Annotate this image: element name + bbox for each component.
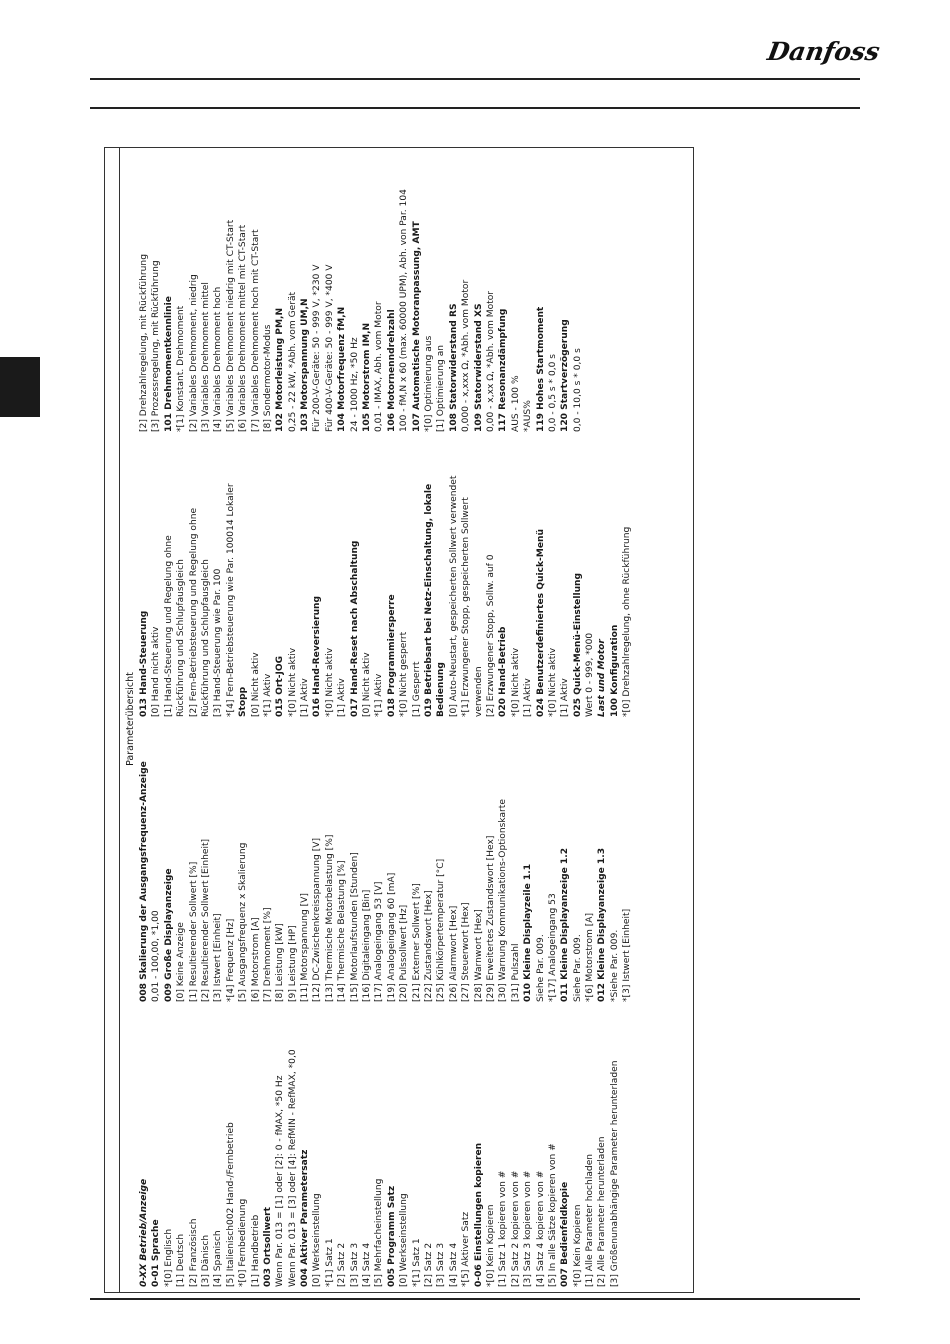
table-columns <box>138 149 634 1289</box>
parameter-line: verwenden <box>473 666 484 717</box>
parameter-line: [0] Nicht aktiv <box>362 652 373 717</box>
parameter-line: [2] Alle Parameter herunterladen <box>597 1136 608 1287</box>
parameter-line: 106 Motornenndrehzahl <box>386 309 397 432</box>
parameter-line: *[4] Fern-Betriebsteuerung wie Par. 100014 Lokaler <box>225 483 236 717</box>
parameter-line: *[1] Konstant. Drehmoment <box>176 305 187 432</box>
parameter-line: *Siehe Par. 009. <box>609 929 620 1002</box>
parameter-line: Stopp <box>238 686 249 717</box>
parameter-line: [1] Deutsch <box>176 1233 187 1287</box>
parameter-line: [26] Alarmwort [Hex] <box>448 905 459 1002</box>
parameter-line: [1] Alle Parameter hochladen <box>585 1153 596 1287</box>
parameter-line: [4] Satz 4 <box>362 1242 373 1287</box>
parameter-line: 0,01 - 100,00, *1,00 <box>151 910 162 1002</box>
parameter-line: [1] Gesperrt <box>411 661 422 717</box>
parameter-line: [1] Aktiv <box>337 678 348 717</box>
parameter-line: *[0] Nicht aktiv <box>287 647 298 717</box>
parameter-line: [2] Erzwungener Stopp, Sollw. auf 0 <box>485 554 496 717</box>
parameter-line: 101 Drehmomentkennlinie <box>163 296 174 432</box>
parameter-line: [5] Variables Drehmoment niedrig mit CT-Start <box>225 219 236 432</box>
parameter-line: 015 Ort-JOG <box>275 655 286 717</box>
parameter-line: [1] Satz 1 kopieren von # <box>498 1170 509 1287</box>
parameter-line: [20] Pulssollwert [Hz] <box>399 904 410 1002</box>
footer-rule <box>90 1298 860 1300</box>
parameter-line: [2] Resultierender Sollwert [Einheit] <box>200 838 211 1002</box>
parameter-line: 0,0 - 10,0 s * 0,0 s <box>572 348 583 432</box>
header-rule <box>90 78 860 80</box>
parameter-line: [3] Satz 3 kopieren von # <box>523 1170 534 1287</box>
parameter-line: [1] Aktiv <box>300 678 311 717</box>
parameter-line: [1] Handbetrieb <box>250 1214 261 1287</box>
parameter-line: [21] Externer Sollwert [%] <box>411 883 422 1002</box>
parameter-line: *[0] Nicht gesperrt <box>399 631 410 717</box>
parameter-line: 120 Startverzögerung <box>560 319 571 432</box>
table-title: Parameterübersicht <box>125 672 136 766</box>
parameter-line: [31] Pulszahl <box>510 943 521 1002</box>
parameter-line: [0] Auto-Neustart, gespeicherten Sollwert verwendet <box>448 475 459 717</box>
parameter-line: [1] Resultierender Sollwert [%] <box>188 861 199 1002</box>
parameter-line: [28] Warnwort [Hex] <box>473 909 484 1002</box>
parameter-line: 103 Motorspannung UM,N <box>300 298 311 432</box>
parameter-line: 108 Statorwiderstand RS <box>448 303 459 432</box>
parameter-line: *[3] Istwert [Einheit] <box>622 908 633 1002</box>
parameter-line: *AUS% <box>523 400 534 432</box>
parameter-line: [22] Zustandswort [Hex] <box>423 890 434 1002</box>
parameter-line: 011 Kleine Displayanzeige 1.2 <box>560 847 571 1002</box>
parameter-line: [14] Thermische Belastung [%] <box>337 860 348 1002</box>
parameter-line: [2] Satz 2 <box>423 1242 434 1287</box>
parameter-line: 104 Motorfrequenz fM,N <box>337 306 348 432</box>
parameter-line: [2] Fern-Betriebsteuerung und Regelung ohne <box>188 507 199 717</box>
parameter-line: 016 Hand-Reversierung <box>312 595 323 717</box>
parameter-line: 24 - 1000 Hz, *50 Hz <box>349 337 360 432</box>
parameter-line: Für 400-V-Geräte: 50 - 999 V, *400 V <box>324 264 335 432</box>
parameter-line: *[0] Optimierung aus <box>423 335 434 432</box>
parameter-line: Siehe Par. 009. <box>535 934 546 1002</box>
parameter-line: [5] In alle Sätze kopieren von # <box>547 1143 558 1287</box>
parameter-line: 013 Hand-Steuerung <box>139 610 149 717</box>
parameter-line: [3] Satz 3 <box>436 1242 447 1287</box>
parameter-line: [1] Aktiv <box>523 678 534 717</box>
parameter-line: *[5] Aktiver Satz <box>461 1211 472 1287</box>
parameter-line: [7] Drehmoment [%] <box>262 907 273 1002</box>
parameter-line: Wenn Par. 013 = [1] oder [2]: 0 - fMAX, *50 Hz <box>275 1075 286 1287</box>
parameter-line: 004 Aktiver Parametersatz <box>300 1149 311 1287</box>
parameter-line: 020 Hand-Betrieb <box>498 626 509 717</box>
parameter-line: [29] Erweitertes Zustandswort [Hex] <box>485 835 496 1002</box>
parameter-line: *[0] Nicht aktiv <box>510 647 521 717</box>
parameter-table <box>123 149 695 1289</box>
parameter-line: [3] Größenunabhängige Parameter herunterladen <box>609 1060 620 1287</box>
parameter-line: 0-01 Sprache <box>151 1219 162 1287</box>
parameter-line: [6] Motorstrom [A] <box>250 917 261 1002</box>
parameter-line: 107 Automatische Motoranpassung, AMT <box>411 221 422 432</box>
parameter-line: *[4] Frequenz [Hz] <box>225 918 236 1002</box>
parameter-line: [4] Satz 4 <box>448 1242 459 1287</box>
parameter-line: 008 Skalierung der Ausgangsfrequenz-Anzeige <box>139 761 149 1002</box>
parameter-line: [4] Variables Drehmoment hoch <box>213 286 224 432</box>
parameter-line: 019 Betriebsart bei Netz-Einschaltung, lokale <box>423 483 434 717</box>
parameter-line: 025 Quick-Menü-Einstellung <box>572 572 583 717</box>
parameter-line: *[17] Analogeingang 53 <box>547 893 558 1002</box>
parameter-line: [5] Italienisch002 Hand-/Fernbetrieb <box>225 1122 236 1287</box>
parameter-line: [2] Satz 2 <box>337 1242 348 1287</box>
parameter-line: [9] Leistung [HP] <box>287 925 298 1002</box>
parameter-line: [6] Variables Drehmoment mittel mit CT-Start <box>238 224 249 432</box>
parameter-line: 024 Benutzerdefiniertes Quick-Menü <box>535 529 546 717</box>
parameter-line: AUS - 100 % <box>510 375 521 432</box>
parameter-line: [11] Motorspannung [V] <box>300 893 311 1002</box>
parameter-line: [3] Variables Drehmoment mittel <box>200 282 211 432</box>
parameter-line: [25] Kühlkörpertemperatur [°C] <box>436 858 447 1002</box>
parameter-line: [1] Optimierung an <box>436 344 447 432</box>
parameter-line: 012 Kleine Displayanzeige 1.3 <box>597 847 608 1002</box>
parameter-line: 009 Große Displayanzeige <box>163 868 174 1002</box>
parameter-line: *[1] Aktiv <box>374 673 385 717</box>
parameter-line: Siehe Par. 009. <box>572 934 583 1002</box>
parameter-line: 0,0 - 0,5 s * 0,0 s <box>547 353 558 432</box>
parameter-line: *[1] Erzwungener Stopp, gespeicherten Sollwert <box>461 497 472 717</box>
parameter-line: 119 Hohes Startmoment <box>535 306 546 432</box>
parameter-line: 017 Hand-Reset nach Abschaltung <box>349 540 360 717</box>
title-column-divider <box>119 147 120 1293</box>
parameter-line: Rückführung und Schlupfausgleich <box>200 559 211 717</box>
parameter-line: [0] Keine Anzeige <box>176 922 187 1002</box>
parameter-line: Rückführung und Schlupfausgleich <box>176 559 187 717</box>
parameter-line: [30] Warnung Kommunikations-Optionskarte <box>498 799 509 1002</box>
parameter-line: [0] Werkseinstellung <box>399 1193 410 1287</box>
parameter-line: [1] Aktiv <box>560 678 571 717</box>
parameter-line: *[1] Satz 1 <box>324 1238 335 1287</box>
parameter-line: 0-06 Einstellungen kopieren <box>473 1142 484 1287</box>
parameter-line: Bedienung <box>436 662 447 717</box>
svg-text:Danfoss: Danfoss <box>765 36 883 66</box>
danfoss-logo <box>765 28 883 72</box>
parameter-line: [2] Variables Drehmoment, niedrig <box>188 274 199 432</box>
parameter-line: Last und Motor <box>597 639 608 717</box>
parameter-line: [2] Satz 2 kopieren von # <box>510 1170 521 1287</box>
parameter-line: *[0] Kein Kopieren <box>485 1204 496 1287</box>
parameter-line: [3] Istwert [Einheit] <box>213 913 224 1002</box>
parameter-line: *[1] Satz 1 <box>411 1238 422 1287</box>
parameter-line: *[0] Drehzahlregelung, ohne Rückführung <box>622 526 633 717</box>
parameter-line: [8] Sondermotor-Modus <box>262 324 273 432</box>
parameter-line: [27] Steuerwort [Hex] <box>461 902 472 1002</box>
parameter-line: [0] Hand nicht aktiv <box>151 626 162 717</box>
parameter-line: *[0] Fernbedienung <box>238 1198 249 1287</box>
header-rule-lower <box>90 107 860 109</box>
parameter-line: [5] Ausgangsfrequenz x Skalierung <box>238 842 249 1002</box>
parameter-line: *[1] Aktiv <box>262 673 273 717</box>
parameter-line: [0] Nicht aktiv <box>250 652 261 717</box>
parameter-line: *[0] Kein Kopieren <box>572 1204 583 1287</box>
parameter-line: [1] Hand-Steuerung und Regelung ohne <box>163 535 174 717</box>
parameter-line: [15] Motorlaufstunden [Stunden] <box>349 852 360 1002</box>
parameter-line: 0-XX Betrieb/Anzeige <box>139 1178 149 1287</box>
parameter-line: [4] Satz 4 kopieren von # <box>535 1170 546 1287</box>
parameter-line: 0,25 - 22 kW, *Abh. vom Gerät <box>287 291 298 432</box>
parameter-line: [16] Digitaleingang [Bin] <box>362 889 373 1002</box>
parameter-line: [7] Variables Drehmoment hoch mit CT-Start <box>250 229 261 432</box>
parameter-line: 007 Bedienfeldkopie <box>560 1181 571 1287</box>
parameter-line: 109 Statorwiderstand XS <box>473 303 484 432</box>
parameter-line: [17] Analogeingang 53 [V] <box>374 881 385 1002</box>
parameter-line: Für 200-V-Geräte: 50 - 999 V, *230 V <box>312 264 323 432</box>
parameter-line: [3] Satz 3 <box>349 1242 360 1287</box>
parameter-line: [5] Mehrfacheinstellung <box>374 1178 385 1287</box>
parameter-line: Wert 0 - 999, *000 <box>585 632 596 717</box>
parameter-line: [13] Thermische Motorbelastung [%] <box>324 834 335 1002</box>
parameter-line: [3] Dänisch <box>200 1234 211 1287</box>
table-column-1 <box>138 1004 634 1289</box>
parameter-line: [0] Werkseinstellung <box>312 1193 323 1287</box>
parameter-line: [4] Spanisch <box>213 1230 224 1287</box>
parameter-line: 0,00 - x,xx Ω, *Abh. vom Motor <box>485 290 496 432</box>
parameter-line: [8] Leistung [kW] <box>275 923 286 1002</box>
parameter-line: 010 Kleine Displayzeile 1.1 <box>523 863 534 1002</box>
table-column-4 <box>138 149 634 434</box>
parameter-line: 100 - fM,N x 60 (max. 60000 UPM), Abh. von Par. 104 <box>399 189 410 432</box>
parameter-line: *[0] Englisch <box>163 1228 174 1287</box>
table-column-2 <box>138 719 634 1004</box>
parameter-line: [2] Französisch <box>188 1218 199 1287</box>
parameter-line: 003 Ortsollwert <box>262 1206 273 1287</box>
parameter-line: 102 Motorleistung PM,N <box>275 307 286 432</box>
parameter-line: [3] Hand-Steuerung wie Par. 100 <box>213 568 224 717</box>
parameter-line: 0,000 - x,xxx Ω, *Abh. vom Motor <box>461 279 472 432</box>
table-column-3 <box>138 434 634 719</box>
parameter-line: Wenn Par. 013 = [3] oder [4]: RefMIN - RefMAX, *0,0 <box>287 1049 298 1287</box>
parameter-line: 117 Resonanzdämpfung <box>498 308 509 432</box>
chapter-tab <box>0 357 40 417</box>
parameter-line: 100 Konfiguration <box>609 624 620 717</box>
parameter-line: 018 Programmiersperre <box>386 594 397 717</box>
parameter-line: *[6] Motorstrom [A] <box>585 912 596 1002</box>
parameter-line: 005 Programm Satz <box>386 1185 397 1287</box>
parameter-line: *[0] Nicht aktiv <box>547 647 558 717</box>
parameter-line: [12] DC-Zwischenkreisspannung [V] <box>312 837 323 1002</box>
parameter-line: [3] Prozessregelung, mit Rückführung <box>151 260 162 432</box>
parameter-line: [19] Analogeingang 60 [mA] <box>386 872 397 1002</box>
parameter-line: 0,01 - IMAX, Abh. vom Motor <box>374 301 385 432</box>
parameter-line: 105 Motorstrom IM,N <box>362 322 373 432</box>
parameter-line: [2] Drehzahlregelung, mit Rückführung <box>139 254 149 432</box>
parameter-line: *[0] Nicht aktiv <box>324 647 335 717</box>
